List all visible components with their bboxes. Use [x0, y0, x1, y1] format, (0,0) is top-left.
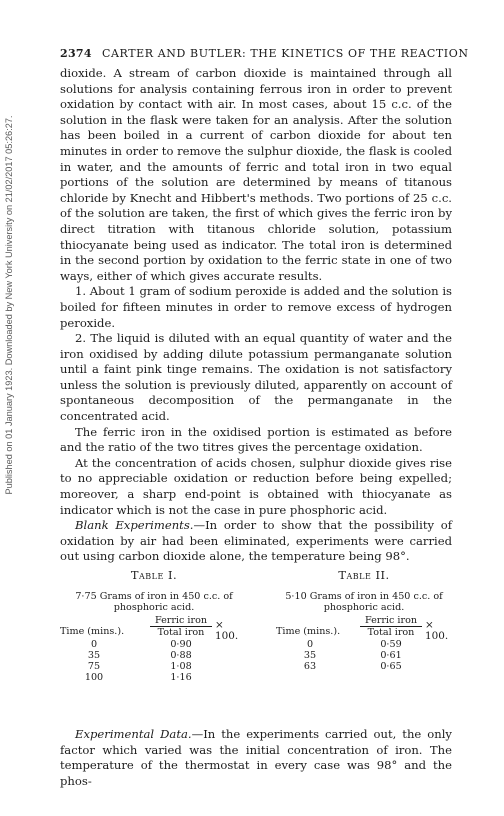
page-header	[60, 47, 469, 60]
ratio-cell: 1·16	[170, 672, 192, 683]
experimental-data-label: Experimental Data.	[75, 727, 192, 741]
ratio-column-header	[360, 615, 422, 638]
ratio-cell: 0·88	[170, 650, 192, 661]
blank-experiments-paragraph	[60, 518, 452, 565]
table-row	[60, 672, 248, 683]
running-title: CARTER AND BUTLER: THE KINETICS OF THE REACTION	[101, 47, 469, 60]
download-watermark	[2, 90, 16, 520]
download-notice: Published on 01 January 1923. Downloaded by New York University on 21/02/2017 05:26:27.	[4, 115, 14, 495]
fraction-numerator: Ferric iron	[154, 615, 208, 626]
paragraph: The ferric iron in the oxidised portion is estimated as before and the ratio of the two titres gives the percentage oxidation.	[60, 424, 452, 455]
ratio-cell: 0·61	[380, 650, 402, 661]
time-cell: 0	[306, 639, 314, 650]
blank-experiments-label: Blank Experiments.	[75, 518, 194, 533]
ratio-column-header	[150, 615, 212, 638]
time-column-header: Time (mins.).	[276, 626, 341, 637]
multiplier: × 100.	[215, 619, 239, 642]
time-cell: 63	[303, 661, 317, 672]
ratio-cell: 0·65	[380, 661, 402, 672]
page-number: 2374	[60, 47, 92, 60]
table-row	[60, 650, 248, 661]
table-row	[276, 661, 452, 672]
table-row	[60, 639, 248, 650]
ratio-cell: 0·90	[170, 639, 192, 650]
ratio-cell: 1·08	[170, 661, 192, 672]
multiplier: × 100.	[425, 619, 449, 642]
body-text	[60, 66, 452, 565]
fraction-denominator: Total iron	[150, 626, 212, 638]
table-title: Table II.	[338, 568, 390, 582]
table-row	[60, 661, 248, 672]
fraction-denominator: Total iron	[360, 626, 422, 638]
time-cell: 0	[90, 639, 98, 650]
table-2	[276, 570, 452, 672]
table-caption: phosphoric acid.	[113, 602, 195, 613]
time-cell: 35	[303, 650, 317, 661]
tables-area	[60, 570, 452, 690]
table-header	[60, 615, 248, 642]
table-title: Table I.	[130, 568, 178, 582]
table-caption: 7·75 Grams of iron in 450 c.c. of	[75, 591, 233, 602]
ratio-cell: 0·59	[380, 639, 402, 650]
fraction-numerator: Ferric iron	[364, 615, 418, 626]
paragraph: 2. The liquid is diluted with an equal quantity of water and the iron oxidised by adding dilute potassium permanganate solution until a faint pink tinge remains. The oxidation is not satisfactory unless the solution is previously diluted, apparently on account of spontaneous decomposition of the permanganate in the concentrated acid.	[60, 331, 452, 424]
table-caption: phosphoric acid.	[323, 602, 405, 613]
paragraph: At the concentration of acids chosen, sulphur dioxide gives rise to no appreciable oxidation or reduction before being expelled; moreover, a sharp end-point is obtained with thiocyanate as indicator which is not the case in pure phosphoric acid.	[60, 455, 452, 517]
table-caption: 5·10 Grams of iron in 450 c.c. of	[285, 591, 443, 602]
table-row	[276, 650, 452, 661]
experimental-data-paragraph	[60, 727, 452, 789]
paragraph: dioxide. A stream of carbon dioxide is maintained through all solutions for analysis containing ferrous iron in order to prevent oxidation by contact with air. In most cases, about 15 c.c. of the solution in the flask were taken for an analysis. After the solution has been boiled in a current of carbon dioxide for about ten minutes in order to remove the sulphur dioxide, the flask is cooled in water, and the amounts of ferric and total iron in two equal portions of the solution are determined by means of titanous chloride by Knecht and Hibbert's methods. Two portions of 25 c.c. of the solution are taken, the first of which gives the ferric iron by direct titration with titanous chloride solution, potassium thiocyanate being used as indicator. The total iron is determined in the second portion by oxidation to the ferric state in one of two ways, either of which gives accurate results.	[60, 66, 452, 283]
time-column-header: Time (mins.).	[60, 626, 125, 637]
table-1	[60, 570, 248, 683]
experimental-data-text: —In the experiments carried out, the only factor which varied was the initial concentration of iron. The temperature of the thermostat in every case was 98° and the phos-	[60, 727, 452, 788]
table-row	[276, 639, 452, 650]
time-cell: 75	[87, 661, 101, 672]
blank-experiments-text: —In order to show that the possibility of oxidation by air had been eliminated, experiments were carried out using carbon dioxide alone, the temperature being 98°.	[60, 518, 453, 564]
paragraph: 1. About 1 gram of sodium peroxide is added and the solution is boiled for fifteen minutes in order to remove excess of hydrogen peroxide.	[60, 284, 452, 330]
time-cell: 35	[87, 650, 101, 661]
time-cell: 100	[84, 672, 104, 683]
table-header	[276, 615, 452, 642]
experimental-data-section	[60, 727, 452, 789]
